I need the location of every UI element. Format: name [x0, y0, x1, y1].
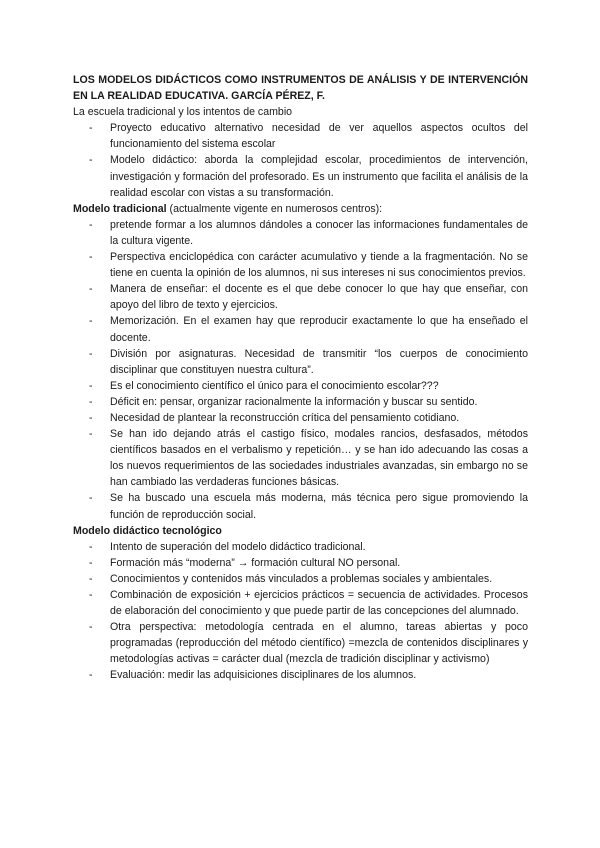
- list-item: - Necesidad de plantear la reconstrucción crítica del pensamiento cotidiano.: [73, 410, 528, 426]
- bullet-dash: -: [89, 347, 93, 360]
- list-item: - Perspectiva enciclopédica con carácter acumulativo y tiende a la fragmentación. No se tiene en cuenta la opinión de los alumnos, ni sus intereses ni sus conocimientos previos.: [89, 251, 528, 280]
- list-item: - División por asignaturas. Necesidad de transmitir “los cuerpos de conocimiento disciplinar que constituyen nuestra cultura”.: [89, 347, 528, 376]
- list-item: - Modelo didáctico: aborda la complejidad escolar, procedimientos de intervención, investigación y formación del profesorado. Es un instrumento que facilita el análisis de la realidad escolar con vistas a su transformación.: [89, 154, 528, 199]
- bullet-dash: -: [89, 556, 93, 569]
- list-item: - Déficit en: pensar, organizar racionalmente la información y buscar su sentido.: [73, 394, 528, 410]
- bullet-dash: -: [89, 122, 93, 135]
- list-item: - Proyecto educativo alternativo necesidad de ver aquellos aspectos ocultos del funcionamiento del sistema escolar: [89, 122, 528, 151]
- bullet-dash: -: [89, 428, 93, 441]
- list-item: - pretende formar a los alumnos dándoles a conocer las informaciones fundamentales de la cultura vigente.: [89, 218, 528, 247]
- bullet-dash: -: [89, 621, 93, 634]
- bullet-dash: -: [89, 379, 93, 392]
- intro-list: [73, 120, 528, 200]
- technological-list: [73, 539, 528, 684]
- list-item: - Intento de superación del modelo didáctico tradicional.: [73, 539, 528, 555]
- traditional-list: [73, 217, 528, 523]
- document-title: LOS MODELOS DIDÁCTICOS COMO INSTRUMENTOS DE ANÁLISIS Y DE INTERVENCIÓN EN LA REALIDAD EDUCATIVA. GARCÍA PÉREZ, F.: [73, 74, 528, 103]
- list-item: - Se ha buscado una escuela más moderna, más técnica pero sigue promoviendo la función de reproducción social.: [89, 492, 528, 521]
- list-item: - Memorización. En el examen hay que reproducir exactamente lo que ha enseñado el docente.: [89, 315, 528, 344]
- bullet-dash: -: [89, 154, 93, 167]
- list-item: - Evaluación: medir las adquisiciones disciplinares de los alumnos.: [73, 667, 528, 683]
- bullet-dash: -: [89, 395, 93, 408]
- list-item: - Formación más “moderna” → formación cultural NO personal.: [73, 555, 528, 571]
- bullet-dash: -: [89, 492, 93, 505]
- document-page: [73, 72, 528, 684]
- traditional-heading: Modelo tradicional (actualmente vigente en numerosos centros):: [73, 202, 383, 215]
- bullet-dash: -: [89, 411, 93, 424]
- list-item: - Es el conocimiento científico el único para el conocimiento escolar???: [73, 378, 528, 394]
- list-item: - Otra perspectiva: metodología centrada en el alumno, tareas abiertas y poco programadas (reproducción del método científico) =mezcla de contenidos disciplinares y metodologías activas = carácter dual (mezcla de tradición disciplinar y activismo): [89, 621, 528, 666]
- list-item: - Se han ido dejando atrás el castigo físico, modales rancios, desfasados, métodos científicos basados en el verbalismo y repetición… y se han ido adecuando las cosas a los nuevos requerimientos de las sociedades industriales avanzadas, sin embargo no se han cambiado las verdaderas funciones básicas.: [89, 428, 528, 489]
- bullet-dash: -: [89, 540, 93, 553]
- bullet-dash: -: [89, 283, 93, 296]
- list-item: - Manera de enseñar: el docente es el que debe conocer lo que hay que enseñar, con apoyo del libro de texto y ejercicios.: [89, 283, 528, 312]
- bullet-dash: -: [89, 315, 93, 328]
- bullet-dash: -: [89, 572, 93, 585]
- bullet-dash: -: [89, 218, 93, 231]
- list-item: - Combinación de exposición + ejercicios prácticos = secuencia de actividades. Procesos de elaboración del conocimiento y que puede partir de las concepciones del alumnado.: [89, 589, 528, 618]
- bullet-dash: -: [89, 589, 93, 601]
- intro-heading: La escuela tradicional y los intentos de cambio: [73, 106, 293, 119]
- bullet-dash: -: [89, 669, 93, 682]
- bullet-dash: -: [89, 251, 93, 264]
- technological-heading: Modelo didáctico tecnológico: [73, 524, 222, 537]
- list-item: - Conocimientos y contenidos más vinculados a problemas sociales y ambientales.: [73, 571, 528, 587]
